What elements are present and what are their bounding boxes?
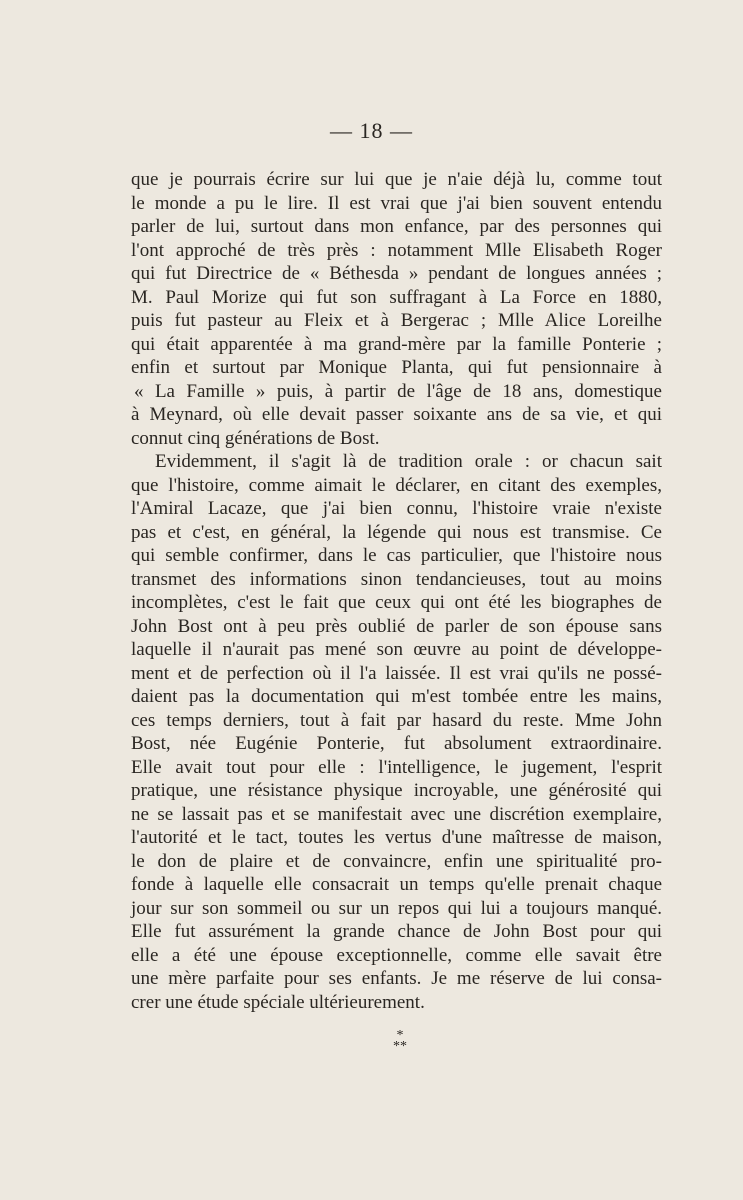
asterism-bottom: ** bbox=[393, 1039, 407, 1054]
text-line: Elle fut assurément la grande chance de John Bost pour qui bbox=[131, 921, 662, 942]
text-line: ces temps derniers, tout à fait par hasard du reste. Mme John bbox=[131, 709, 662, 731]
text-line: pas et c'est, en général, la légende qui nous est transmise. Ce bbox=[131, 521, 662, 543]
text-line: l'Amiral Lacaze, que j'ai bien connu, l'histoire vraie n'existe bbox=[131, 498, 662, 519]
text-line: connut cinq générations de Bost. bbox=[131, 427, 380, 449]
text-line: daient pas la documentation qui m'est tombée entre les mains, bbox=[131, 686, 662, 707]
text-line: qui était apparentée à ma grand-mère par la famille Ponterie ; bbox=[131, 333, 662, 355]
text-line: puis fut pasteur au Fleix et à Bergerac ; Mlle Alice Loreilhe bbox=[131, 310, 662, 331]
text-line: ment et de perfection où il l'a laissée. Il est vrai qu'ils ne possé- bbox=[131, 662, 662, 684]
text-line: transmet des informations sinon tendancieuses, tout au moins bbox=[131, 568, 662, 590]
text-line: à Meynard, où elle devait passer soixante ans de sa vie, et qui bbox=[131, 404, 662, 425]
text-line: enfin et surtout par Monique Planta, qui fut pensionnaire à bbox=[131, 357, 662, 378]
text-line: John Bost ont à peu près oublié de parler de son épouse sans bbox=[131, 615, 662, 637]
page-number: — 18 — bbox=[330, 118, 413, 143]
text-line: « La Famille » puis, à partir de l'âge de 18 ans, domestique bbox=[134, 380, 662, 402]
text-line: l'ont approché de très près : notamment Mlle Elisabeth Roger bbox=[131, 239, 662, 261]
text-line: le monde a pu le lire. Il est vrai que j'ai bien souvent entendu bbox=[131, 192, 662, 214]
asterism-ornament bbox=[380, 1030, 420, 1060]
text-line: Evidemment, il s'agit là de tradition orale : or chacun sait bbox=[155, 451, 662, 472]
text-line: une mère parfaite pour ses enfants. Je me réserve de lui consa- bbox=[131, 968, 662, 989]
text-line: elle a été une épouse exceptionnelle, comme elle savait être bbox=[131, 944, 662, 966]
text-line: qui semble confirmer, dans le cas particulier, que l'histoire nous bbox=[131, 545, 662, 566]
text-line: que l'histoire, comme aimait le déclarer, en citant des exemples, bbox=[131, 474, 662, 496]
body-text bbox=[131, 168, 662, 1014]
text-line: pratique, une résistance physique incroyable, une générosité qui bbox=[131, 780, 662, 801]
text-line: laquelle il n'aurait pas mené son œuvre au point de développe- bbox=[131, 639, 662, 660]
text-line: fonde à laquelle elle consacrait un temps qu'elle prenait chaque bbox=[131, 874, 662, 895]
text-line: le don de plaire et de convaincre, enfin une spiritualité pro- bbox=[131, 850, 662, 872]
text-line: crer une étude spéciale ultérieurement. bbox=[131, 991, 425, 1013]
text-line: jour sur son sommeil ou sur un repos qui lui a toujours manqué. bbox=[131, 897, 662, 919]
text-line: incomplètes, c'est le fait que ceux qui ont été les biographes de bbox=[131, 592, 662, 613]
text-line: M. Paul Morize qui fut son suffragant à La Force en 1880, bbox=[131, 286, 662, 308]
text-line: l'autorité et le tact, toutes les vertus d'une maîtresse de maison, bbox=[131, 827, 662, 848]
text-line: ne se lassait pas et se manifestait avec une discrétion exemplaire, bbox=[131, 803, 662, 825]
text-line: que je pourrais écrire sur lui que je n'aie déjà lu, comme tout bbox=[131, 169, 662, 190]
text-line: parler de lui, surtout dans mon enfance, par des personnes qui bbox=[131, 216, 662, 237]
text-line: qui fut Directrice de « Béthesda » pendant de longues années ; bbox=[131, 263, 662, 284]
asterism-top: * bbox=[396, 1028, 404, 1043]
text-line: Bost, née Eugénie Ponterie, fut absolument extraordinaire. bbox=[131, 733, 662, 754]
text-line: Elle avait tout pour elle : l'intelligence, le jugement, l'esprit bbox=[131, 756, 662, 778]
